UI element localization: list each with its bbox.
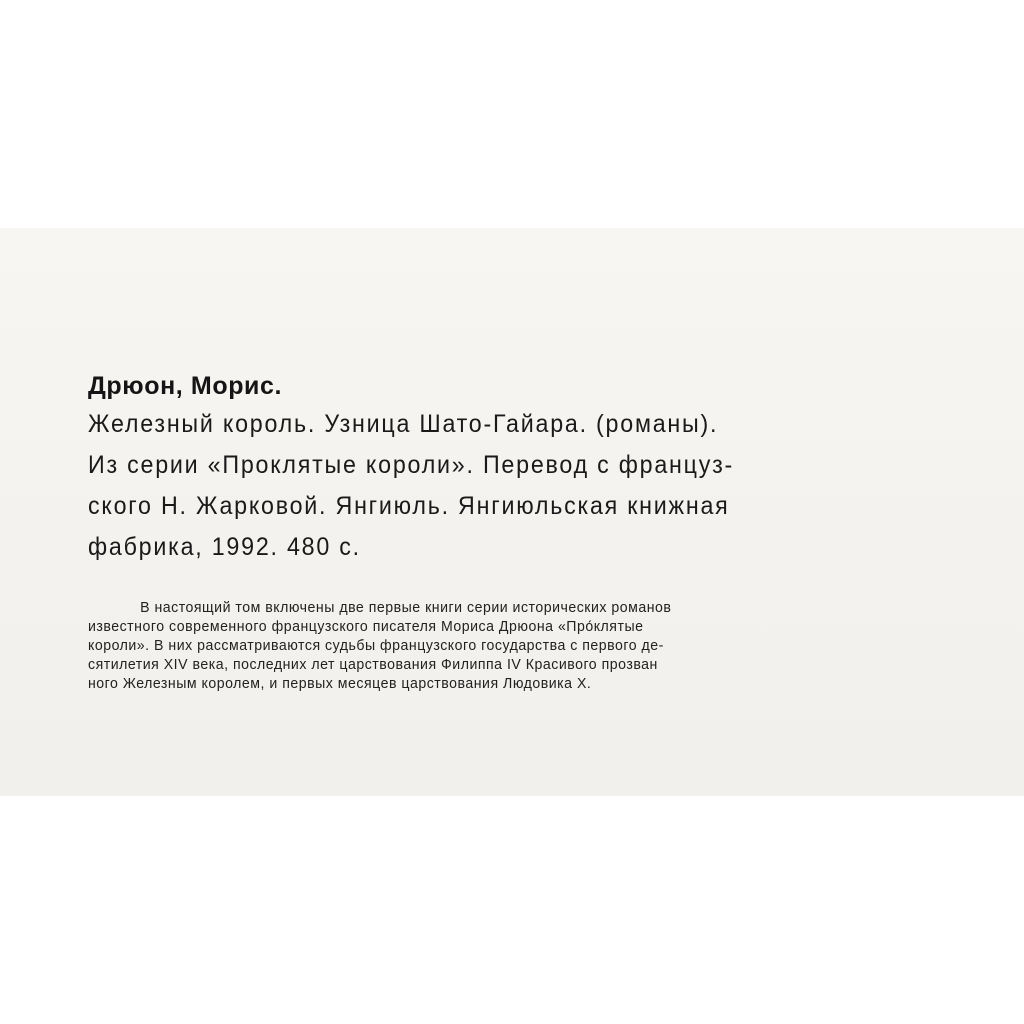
- annotation-line: В настоящий том включены две первые книги серии исторических романов: [140, 599, 672, 616]
- annotation-line: сятилетия XIV века, последних лет царствования Филиппа IV Красивого прозван: [88, 656, 658, 673]
- annotation-line: известного современного французского писателя Мориса Дрюона «Про́клятые: [88, 618, 644, 635]
- annotation-line: ного Железным королем, и первых месяцев царствования Людовика X.: [88, 675, 592, 692]
- annotation-paragraph: [88, 598, 968, 693]
- annotation-line: короли». В них рассматриваются судьбы французского государства с первого де-: [88, 637, 664, 654]
- bibliographic-entry: [88, 370, 968, 568]
- bib-line: Из серии «Проклятые короли». Перевод с француз-: [88, 451, 735, 479]
- author-heading: Дрюон, Морис.: [88, 372, 283, 400]
- bib-line: Железный король. Узница Шато-Гайара. (романы).: [88, 410, 719, 438]
- bib-line: ского Н. Жарковой. Янгиюль. Янгиюльская книжная: [88, 492, 730, 520]
- bib-line: фабрика, 1992. 480 с.: [88, 533, 361, 561]
- bibliographic-description: [88, 404, 968, 568]
